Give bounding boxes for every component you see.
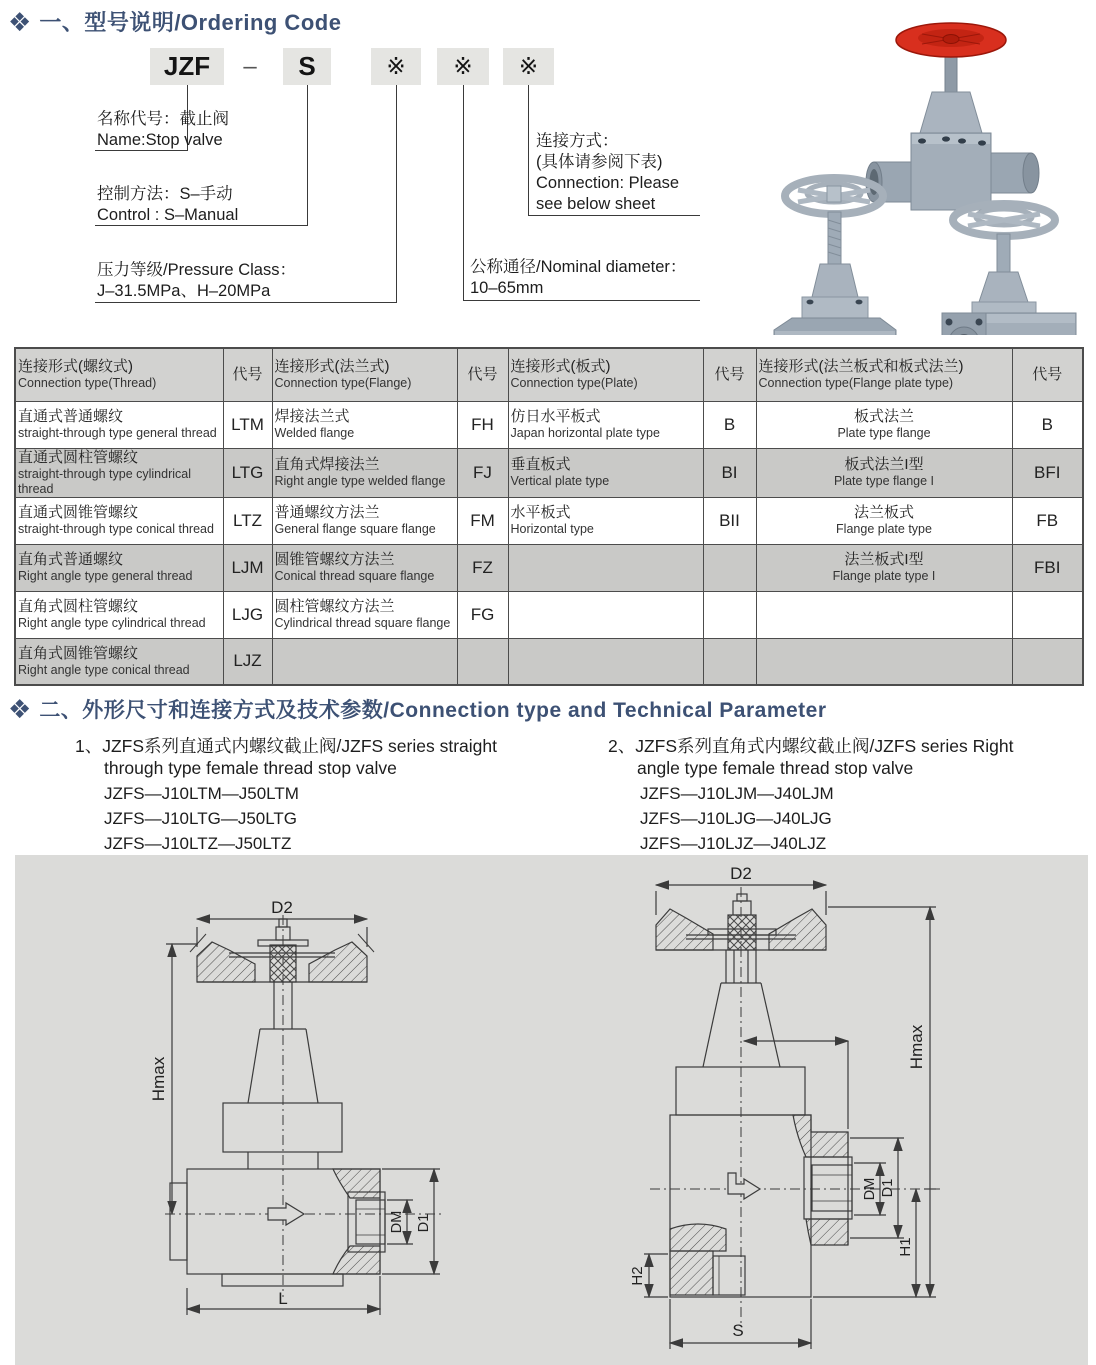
label-diameter-zh: 公称通径/Nominal diameter： [470,258,687,276]
label-connection-en2: see below sheet [536,194,656,213]
dim-label-s: S [732,1321,744,1340]
dim-label-l: L [278,1289,288,1308]
table-cell-code: LTG [223,448,272,497]
table-cell-empty [1012,638,1083,685]
series2-models [640,781,834,856]
product-valve-left [774,178,896,335]
header-plate: 连接形式(板式) Connection type(Plate) [508,348,703,401]
table-cell-code: FZ [457,544,508,591]
table-cell-code: LJG [223,591,272,638]
table-cell-code: FM [457,497,508,544]
table-cell-empty [457,638,508,685]
model-code: JZFS—J10LJM—J40LJM [640,784,834,803]
table-cell: 直通式圆锥管螺纹 straight-through type conical thread [15,497,223,544]
header-thread: 连接形式(螺纹式) Connection type(Thread) [15,348,223,401]
connector-line [396,85,397,302]
table-cell: 法兰板式I型 Flange plate type I [756,544,1012,591]
label-name-en: Name:Stop valve [97,130,223,149]
table-cell: 圆柱管螺纹方法兰 Cylindrical thread square flange [272,591,457,638]
series1-line1: 1、JZFS系列直通式内螺纹截止阀/JZFS series straight [75,736,497,756]
table-cell-empty [703,591,756,638]
table-cell: 直角式圆柱管螺纹 Right angle type cylindrical thread [15,591,223,638]
dim-label-d1: D1 [880,1178,896,1198]
table-row [15,497,1083,544]
table-cell-code: FG [457,591,508,638]
table-cell-code: LJZ [223,638,272,685]
dim-label-d2: D2 [730,864,752,883]
connector-line [95,302,397,303]
label-pressure [97,260,296,302]
table-cell-empty [508,638,703,685]
connector-line [463,85,464,300]
table-row [15,448,1083,497]
series1-heading [75,735,575,780]
table-cell: 垂直板式 Vertical plate type [508,448,703,497]
section1-header [8,6,341,37]
dim-label-hmax: Hmax [149,1056,168,1102]
series2-line2: angle type female thread stop valve [637,758,914,779]
ordering-table [14,347,1084,686]
table-cell-code: LTM [223,401,272,448]
code-box-star3: ※ [503,48,554,85]
series2-heading [608,735,1078,780]
table-cell-empty [272,638,457,685]
table-cell-empty [703,544,756,591]
dim-label-hmax: Hmax [907,1024,926,1070]
label-name-zh: 名称代号：截止阀 [97,110,229,128]
label-connection-zh: 连接方式： [536,132,619,150]
table-cell: 水平板式 Horizontal type [508,497,703,544]
table-cell-code: FB [1012,497,1083,544]
table-cell-code: LTZ [223,497,272,544]
table-cell-empty [508,591,703,638]
table-row [15,544,1083,591]
drawing-angle-valve [558,857,1090,1363]
dim-label-d2: D2 [271,898,293,917]
label-pressure-en: J–31.5MPa、H–20MPa [97,281,271,300]
dim-label-h1: H1 [897,1237,914,1257]
product-valve-red [866,23,1039,210]
header-code: 代号 [223,348,272,401]
label-diameter-en: 10–65mm [470,278,544,297]
table-cell: 法兰板式 Flange plate type [756,497,1012,544]
table-cell-code: BI [703,448,756,497]
table-row [15,638,1083,685]
table-header-row [15,348,1083,401]
table-cell: 普通螺纹方法兰 General flange square flange [272,497,457,544]
connector-line [463,300,700,301]
dim-label-dm: DM [862,1177,878,1201]
table-cell-empty [756,591,1012,638]
model-code: JZFS—J10LTG—J50LTG [104,809,298,828]
table-cell-code: FBI [1012,544,1083,591]
table-row [15,401,1083,448]
connector-line [307,85,308,225]
table-cell-empty [703,638,756,685]
drawing-straight-valve [30,857,550,1363]
code-dash: – [243,53,257,80]
table-cell: 直角式圆锥管螺纹 Right angle type conical thread [15,638,223,685]
label-control-en: Control : S–Manual [97,205,239,224]
table-cell-code: LJM [223,544,272,591]
dim-label-dm: DM [389,1210,405,1234]
table-cell-code: BII [703,497,756,544]
header-code: 代号 [1012,348,1083,401]
label-name [97,109,229,151]
series1-models [104,781,299,856]
table-cell-code: FJ [457,448,508,497]
model-code: JZFS—J10LTZ—J50LTZ [104,834,292,853]
table-cell: 直通式圆柱管螺纹 straight-through type cylindrical thread [15,448,223,497]
label-diameter [470,257,686,299]
product-valve-right [942,204,1076,335]
section-diamond-icon: ❖ [8,6,32,37]
model-code: JZFS—J10LTM—J50LTM [104,784,299,803]
model-code: JZFS—J10LJZ—J40LJZ [640,834,827,853]
header-flange: 连接形式(法兰式) Connection type(Flange) [272,348,457,401]
code-box-star2: ※ [437,48,489,85]
table-cell-empty [1012,591,1083,638]
section1-title: 一、型号说明/Ordering Code [39,10,342,35]
table-cell: 板式法兰I型 Plate type flange I [756,448,1012,497]
table-cell-code: FH [457,401,508,448]
table-cell: 圆锥管螺纹方法兰 Conical thread square flange [272,544,457,591]
label-control [97,184,238,226]
series1-line2: through type female thread stop valve [104,758,397,779]
label-pressure-zh: 压力等级/Pressure Class： [97,261,296,279]
series2-line1: 2、JZFS系列直角式内螺纹截止阀/JZFS series Right [608,736,1014,756]
code-box-star1: ※ [371,48,421,85]
section-diamond-icon: ❖ [8,694,32,724]
table-cell: 仿日水平板式 Japan horizontal plate type [508,401,703,448]
code-box-control: S [283,48,331,85]
section2-header [8,694,827,724]
label-control-zh: 控制方法：S–手动 [97,185,233,203]
code-box-model: JZF [150,48,224,85]
connector-line [528,215,700,216]
table-cell: 直角式焊接法兰 Right angle type welded flange [272,448,457,497]
header-flange-plate: 连接形式(法兰板式和板式法兰) Connection type(Flange plate type) [756,348,1012,401]
table-cell-empty [756,638,1012,685]
table-cell: 焊接法兰式 Welded flange [272,401,457,448]
label-connection [536,131,679,215]
table-cell: 板式法兰 Plate type flange [756,401,1012,448]
section2-title: 二、外形尺寸和连接方式及技术参数/Connection type and Technical Parameter [39,699,827,722]
table-cell-empty [508,544,703,591]
connector-line [528,85,529,215]
product-photos [746,0,1094,335]
dim-label-d1: D1 [416,1213,432,1233]
table-cell-code: B [703,401,756,448]
table-cell-code: BFI [1012,448,1083,497]
dim-label-h2: H2 [629,1266,646,1286]
model-code: JZFS—J10LJG—J40LJG [640,809,832,828]
table-cell-code: B [1012,401,1083,448]
header-code: 代号 [703,348,756,401]
table-cell: 直角式普通螺纹 Right angle type general thread [15,544,223,591]
table-cell: 直通式普通螺纹 straight-through type general thread [15,401,223,448]
label-connection-en: Connection: Please [536,173,680,192]
table-row [15,591,1083,638]
label-connection-zh2: (具体请参阅下表) [536,152,663,171]
header-code: 代号 [457,348,508,401]
